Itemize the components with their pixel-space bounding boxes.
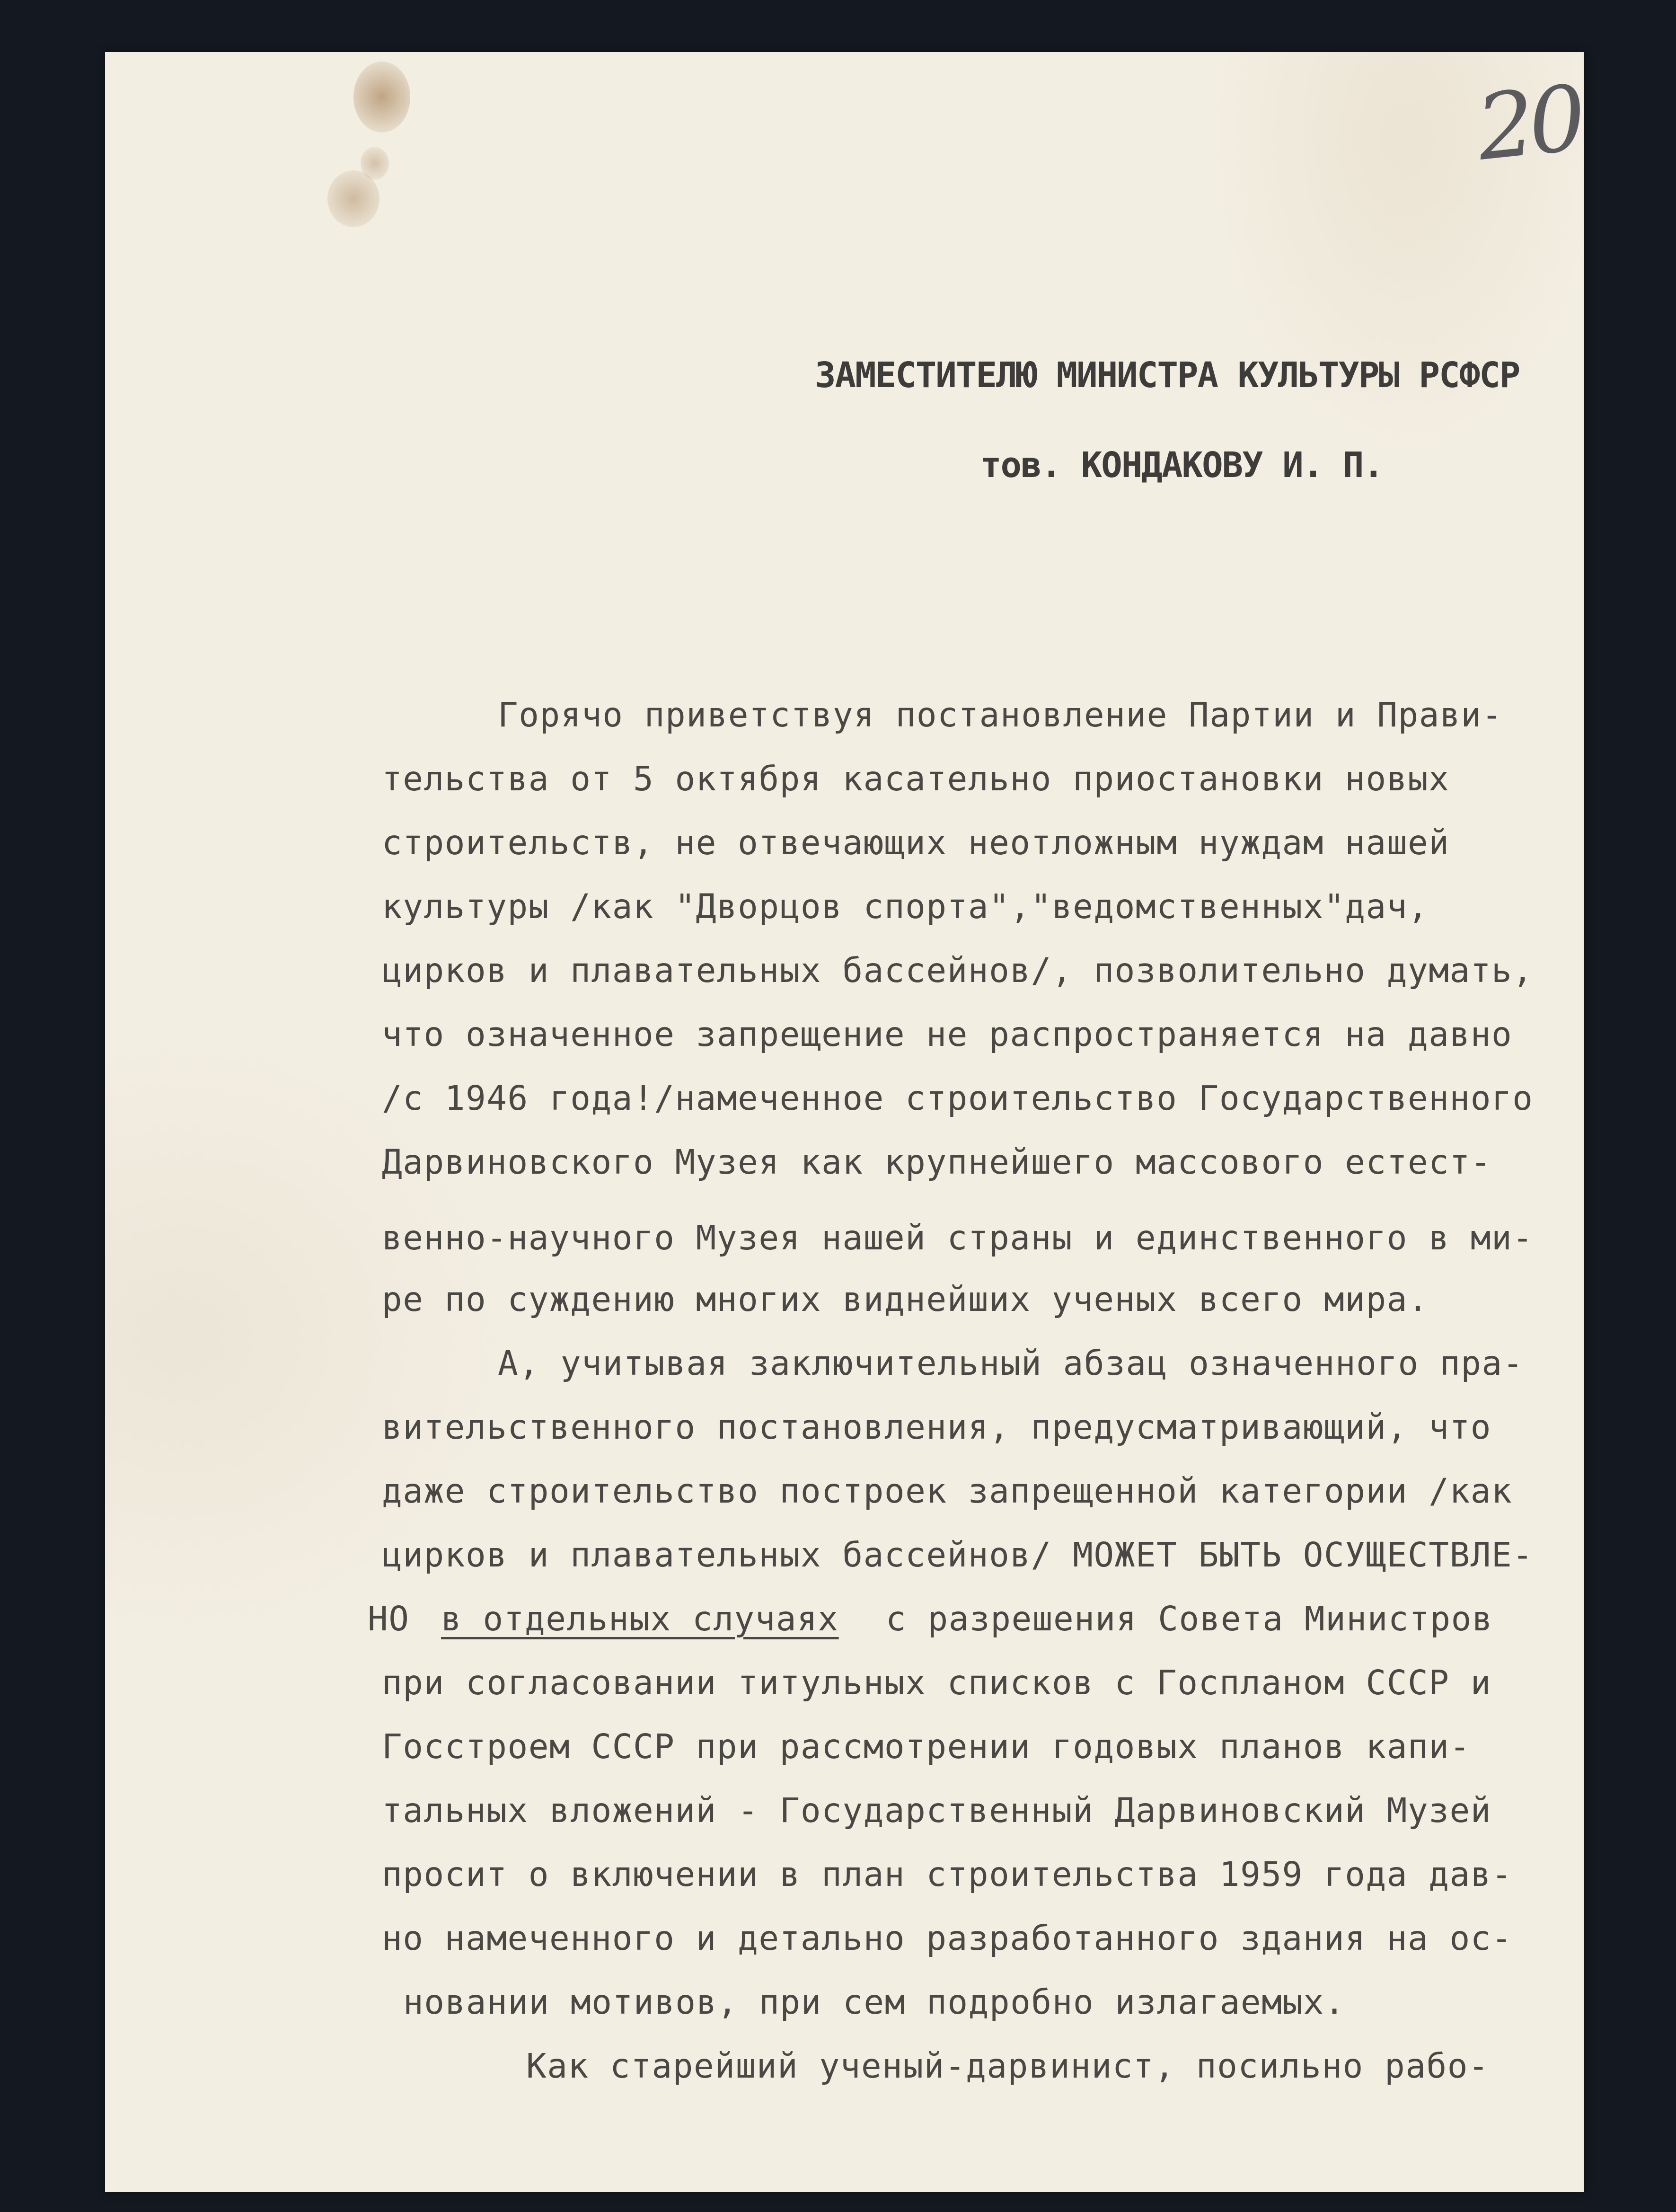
body-line: при согласовании титульных списков с Госпланом СССР и	[382, 1663, 1492, 1702]
body-line: ре по суждению многих виднейших ученых всего мира.	[382, 1280, 1429, 1319]
addressee-title: ЗАМЕСТИТЕЛЮ МИНИСТРА КУЛЬТУРЫ РСФСР	[815, 355, 1520, 396]
body-line: Как старейший ученый-дарвинист, посильно рабо-	[526, 2046, 1490, 2086]
paper-stain	[361, 147, 389, 180]
body-line: вительственного постановления, предусматривающий, что	[382, 1407, 1492, 1447]
body-line: А, учитывая заключительный абзац означенного пра-	[498, 1344, 1524, 1383]
body-line: НО	[368, 1599, 410, 1638]
body-line: цирков и плавательных бассейнов/, позволительно думать,	[382, 951, 1534, 990]
body-line: культуры /как "Дворцов спорта","ведомственных"дач,	[382, 887, 1429, 926]
body-line: просит о включении в план строительства 1959 года дав-	[382, 1855, 1513, 1894]
body-line: цирков и плавательных бассейнов/ МОЖЕТ БЫТЬ ОСУЩЕСТВЛЕ-	[382, 1535, 1534, 1575]
body-line: Госстроем СССР при рассмотрении годовых планов капи-	[382, 1727, 1471, 1766]
body-line: Дарвиновского Музея как крупнейшего массового естест-	[382, 1142, 1492, 1182]
body-line: строительств, не отвечающих неотложным нуждам нашей	[382, 823, 1450, 862]
document-page	[105, 52, 1584, 2192]
body-line: венно-научного Музея нашей страны и единственного в ми-	[382, 1218, 1534, 1257]
handwritten-page-number: 20	[1472, 66, 1586, 181]
body-line: но намеченного и детально разработанного здания на ос-	[382, 1919, 1513, 1958]
body-line: тальных вложений - Государственный Дарвиновский Музей	[382, 1791, 1492, 1830]
body-line: с разрешения Совета Министров	[886, 1599, 1493, 1638]
body-line: /с 1946 года!/намеченное строительство Государственного	[382, 1079, 1534, 1118]
addressee-name: тов. КОНДАКОВУ И. П.	[980, 445, 1384, 486]
body-line: тельства от 5 октября касательно приостановки новых	[382, 759, 1450, 798]
body-line: даже строительство построек запрещенной категории /как	[382, 1471, 1513, 1511]
body-line: новании мотивов, при сем подробно излагаемых.	[403, 1982, 1346, 2022]
paper-stain	[353, 62, 410, 133]
body-line: что означенное запрещение не распространяется на давно	[382, 1015, 1513, 1054]
body-line: Горячо приветствуя постановление Партии и Прави-	[498, 695, 1503, 734]
underlined-phrase: в отдельных случаях	[441, 1599, 839, 1638]
